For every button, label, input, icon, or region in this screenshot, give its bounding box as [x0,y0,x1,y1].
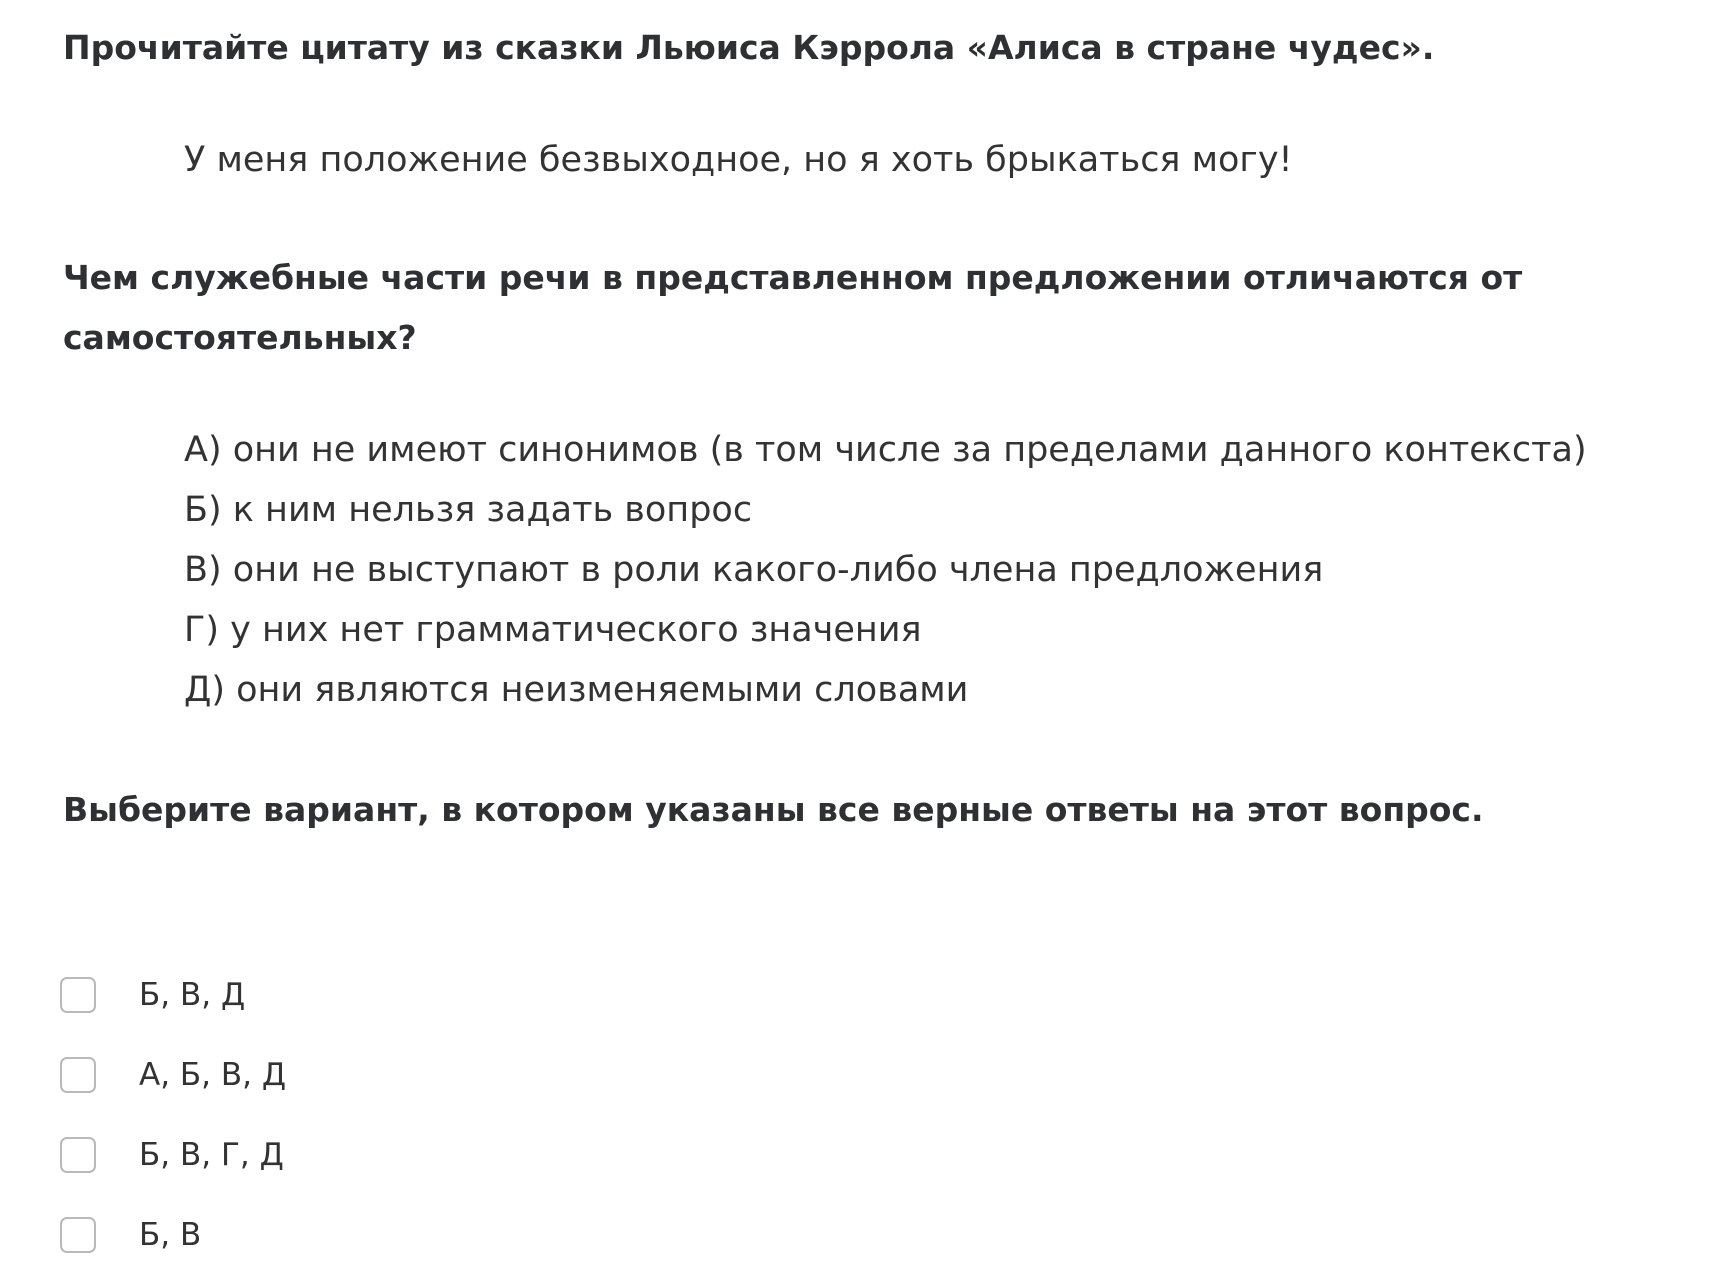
statement-v: В) они не выступают в роли какого-либо члена предложения [184,550,1324,590]
instruction-text: Выберите вариант, в котором указаны все верные ответы на этот вопрос. [63,790,1484,829]
answer-option[interactable] [60,1115,286,1195]
answer-checkbox[interactable] [60,1057,96,1093]
answer-option-label: А, Б, В, Д [139,1057,287,1093]
answer-option[interactable] [60,1195,286,1275]
statement-list [184,420,1587,720]
statement-a: А) они не имеют синонимов (в том числе за пределами данного контекста) [184,430,1587,470]
statement-b: Б) к ним нельзя задать вопрос [184,490,753,530]
answer-checkbox[interactable] [60,1217,96,1253]
statement-g: Г) у них нет грамматического значения [184,610,922,650]
answer-option[interactable] [60,955,286,1035]
answer-option-label: Б, В [139,1217,202,1253]
question-text-line-2: самостоятельных? [63,318,417,357]
answer-checkbox[interactable] [60,1137,96,1173]
answer-option[interactable] [60,1035,286,1115]
answer-checkbox[interactable] [60,977,96,1013]
answer-option-label: Б, В, Г, Д [139,1137,284,1173]
quote-text: У меня положение безвыходное, но я хоть брыкаться могу! [184,140,1293,180]
answer-option-label: Б, В, Д [139,977,246,1013]
intro-text: Прочитайте цитату из сказки Льюиса Кэррола «Алиса в стране чудес». [63,28,1435,67]
statement-d: Д) они являются неизменяемыми словами [184,670,969,710]
answer-option-list [60,955,286,1275]
question-text-line-1: Чем служебные части речи в представленном предложении отличаются от [63,258,1523,297]
